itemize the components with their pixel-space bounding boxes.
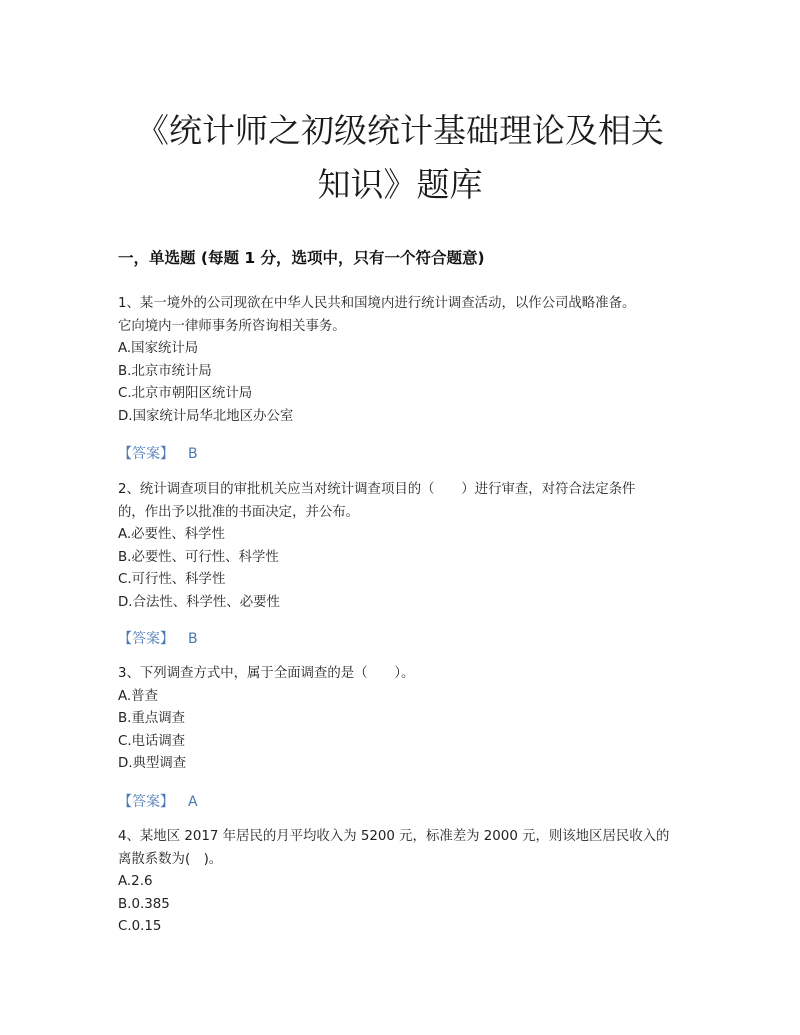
answer-value: B [188,631,198,647]
answer-label: 【答案】 [118,446,174,462]
question-3 [118,663,688,776]
answer-value: B [188,446,198,462]
document-title [100,104,700,212]
option-b: B.北京市统计局 [118,363,212,379]
question-1 [118,293,688,428]
question-stem-line: 的，作出予以批准的书面决定，并公布。 [118,504,360,520]
question-stem-line: 它向境内一律师事务所咨询相关事务。 [118,318,346,334]
option-c: C.北京市朝阳区统计局 [118,386,253,401]
answer-label: 【答案】 [118,631,174,647]
question-stem-line: 离散系数为( )。 [118,851,223,867]
question-stem-line: 1、某一境外的公司现欲在中华人民共和国境内进行统计调查活动，以作公司战略准备。 [118,296,636,311]
question-4 [118,826,688,939]
answer-label: 【答案】 [118,794,174,810]
option-a: A.必要性、科学性 [118,527,225,542]
option-a: A.国家统计局 [118,341,199,356]
option-b: B.必要性、可行性、科学性 [118,549,279,565]
option-a: A.普查 [118,688,158,704]
option-d: D.典型调查 [118,756,187,771]
option-c: C.可行性、科学性 [118,572,226,587]
question-stem-line: 2、统计调查项目的审批机关应当对统计调查项目的（ ）进行审查，对符合法定条件 [118,482,636,497]
option-b: B.重点调查 [118,711,186,726]
question-stem-line: 4、某地区 2017 年居民的月平均收入为 5200 元，标准差为 2000 元，则该地区居民收入的 [118,829,670,844]
option-d: D.国家统计局华北地区办公室 [118,408,294,424]
answer-1 [118,443,198,463]
option-b: B.0.385 [118,896,170,912]
option-c: C.0.15 [118,919,162,934]
answer-value: A [188,794,198,810]
answer-3 [118,791,198,811]
question-2 [118,479,688,614]
option-c: C.电话调查 [118,733,186,749]
title-line-2: 知识》题库 [317,165,483,204]
option-d: D.合法性、科学性、必要性 [118,594,280,610]
answer-2 [118,628,198,648]
title-line-1: 《统计师之初级统计基础理论及相关 [136,111,664,150]
option-a: A.2.6 [118,874,153,889]
section-heading: 一，单选题 (每题 1 分，选项中，只有一个符合题意) [118,249,485,267]
question-stem-line: 3、下列调查方式中，属于全面调查的是（ ）。 [118,666,415,681]
